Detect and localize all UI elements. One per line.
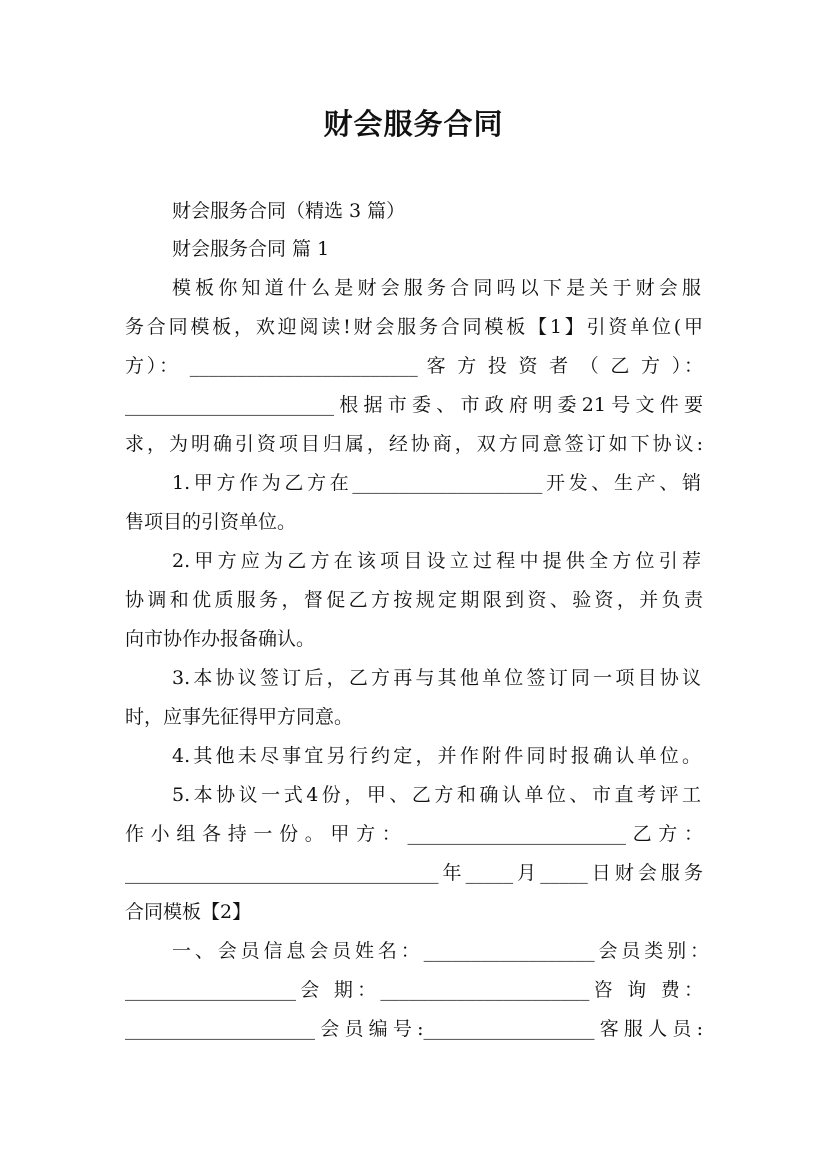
date-line: _________________________________年_____月_____日财会服务 <box>125 862 703 884</box>
member-info-line: 一、会员信息会员姓名：__________________会员类别： <box>172 940 709 962</box>
paragraph-line: 方）： ________________________ 客 方 投 资 者 （ 乙 方 ）： <box>125 355 703 377</box>
clause-3-line: 时，应事先征得甲方同意。 <box>125 706 354 728</box>
subtitle-selection: 财会服务合同（精选 3 篇） <box>172 200 406 222</box>
paragraph-line: 求，为明确引资项目归属，经协商，双方同意签订如下协议: <box>125 433 703 455</box>
document-title: 财会服务合同 <box>323 107 504 141</box>
clause-5-line: 5.本协议一式4份，甲、乙方和确认单位、市直考评工 <box>172 784 701 806</box>
subtitle-part-1: 财会服务合同 篇 1 <box>172 238 330 260</box>
member-info-line: ____________________会员编号:__________________客服人员: <box>125 1018 703 1040</box>
paragraph-line: ______________________根据市委、市政府明委21号文件要 <box>125 394 703 416</box>
paragraph-line: 务合同模板，欢迎阅读!财会服务合同模板【1】引资单位(甲 <box>125 316 703 338</box>
clause-1-line: 1.甲方作为乙方在____________________开发、生产、销 <box>172 472 701 494</box>
clause-4-line: 4.其他未尽事宜另行约定，并作附件同时报确认单位。 <box>172 745 701 767</box>
clause-1-line: 售项目的引资单位。 <box>125 511 297 533</box>
clause-2-line: 向市协作办报备确认。 <box>125 628 316 650</box>
template-2-heading: 合同模板【2】 <box>125 901 252 923</box>
clause-3-line: 3.本协议签订后，乙方再与其他单位签订同一项目协议 <box>172 667 701 689</box>
clause-2-line: 2.甲方应为乙方在该项目设立过程中提供全方位引荐 <box>172 550 701 572</box>
member-info-line: __________________会 期：______________________咨 询 费： <box>125 979 703 1001</box>
clause-2-line: 协调和优质服务，督促乙方按规定期限到资、验资，并负责 <box>125 589 703 611</box>
clause-5-line: 作小组各持一份。甲方：_______________________乙方： <box>125 823 703 845</box>
paragraph-line: 模板你知道什么是财会服务合同吗以下是关于财会服 <box>172 277 701 299</box>
